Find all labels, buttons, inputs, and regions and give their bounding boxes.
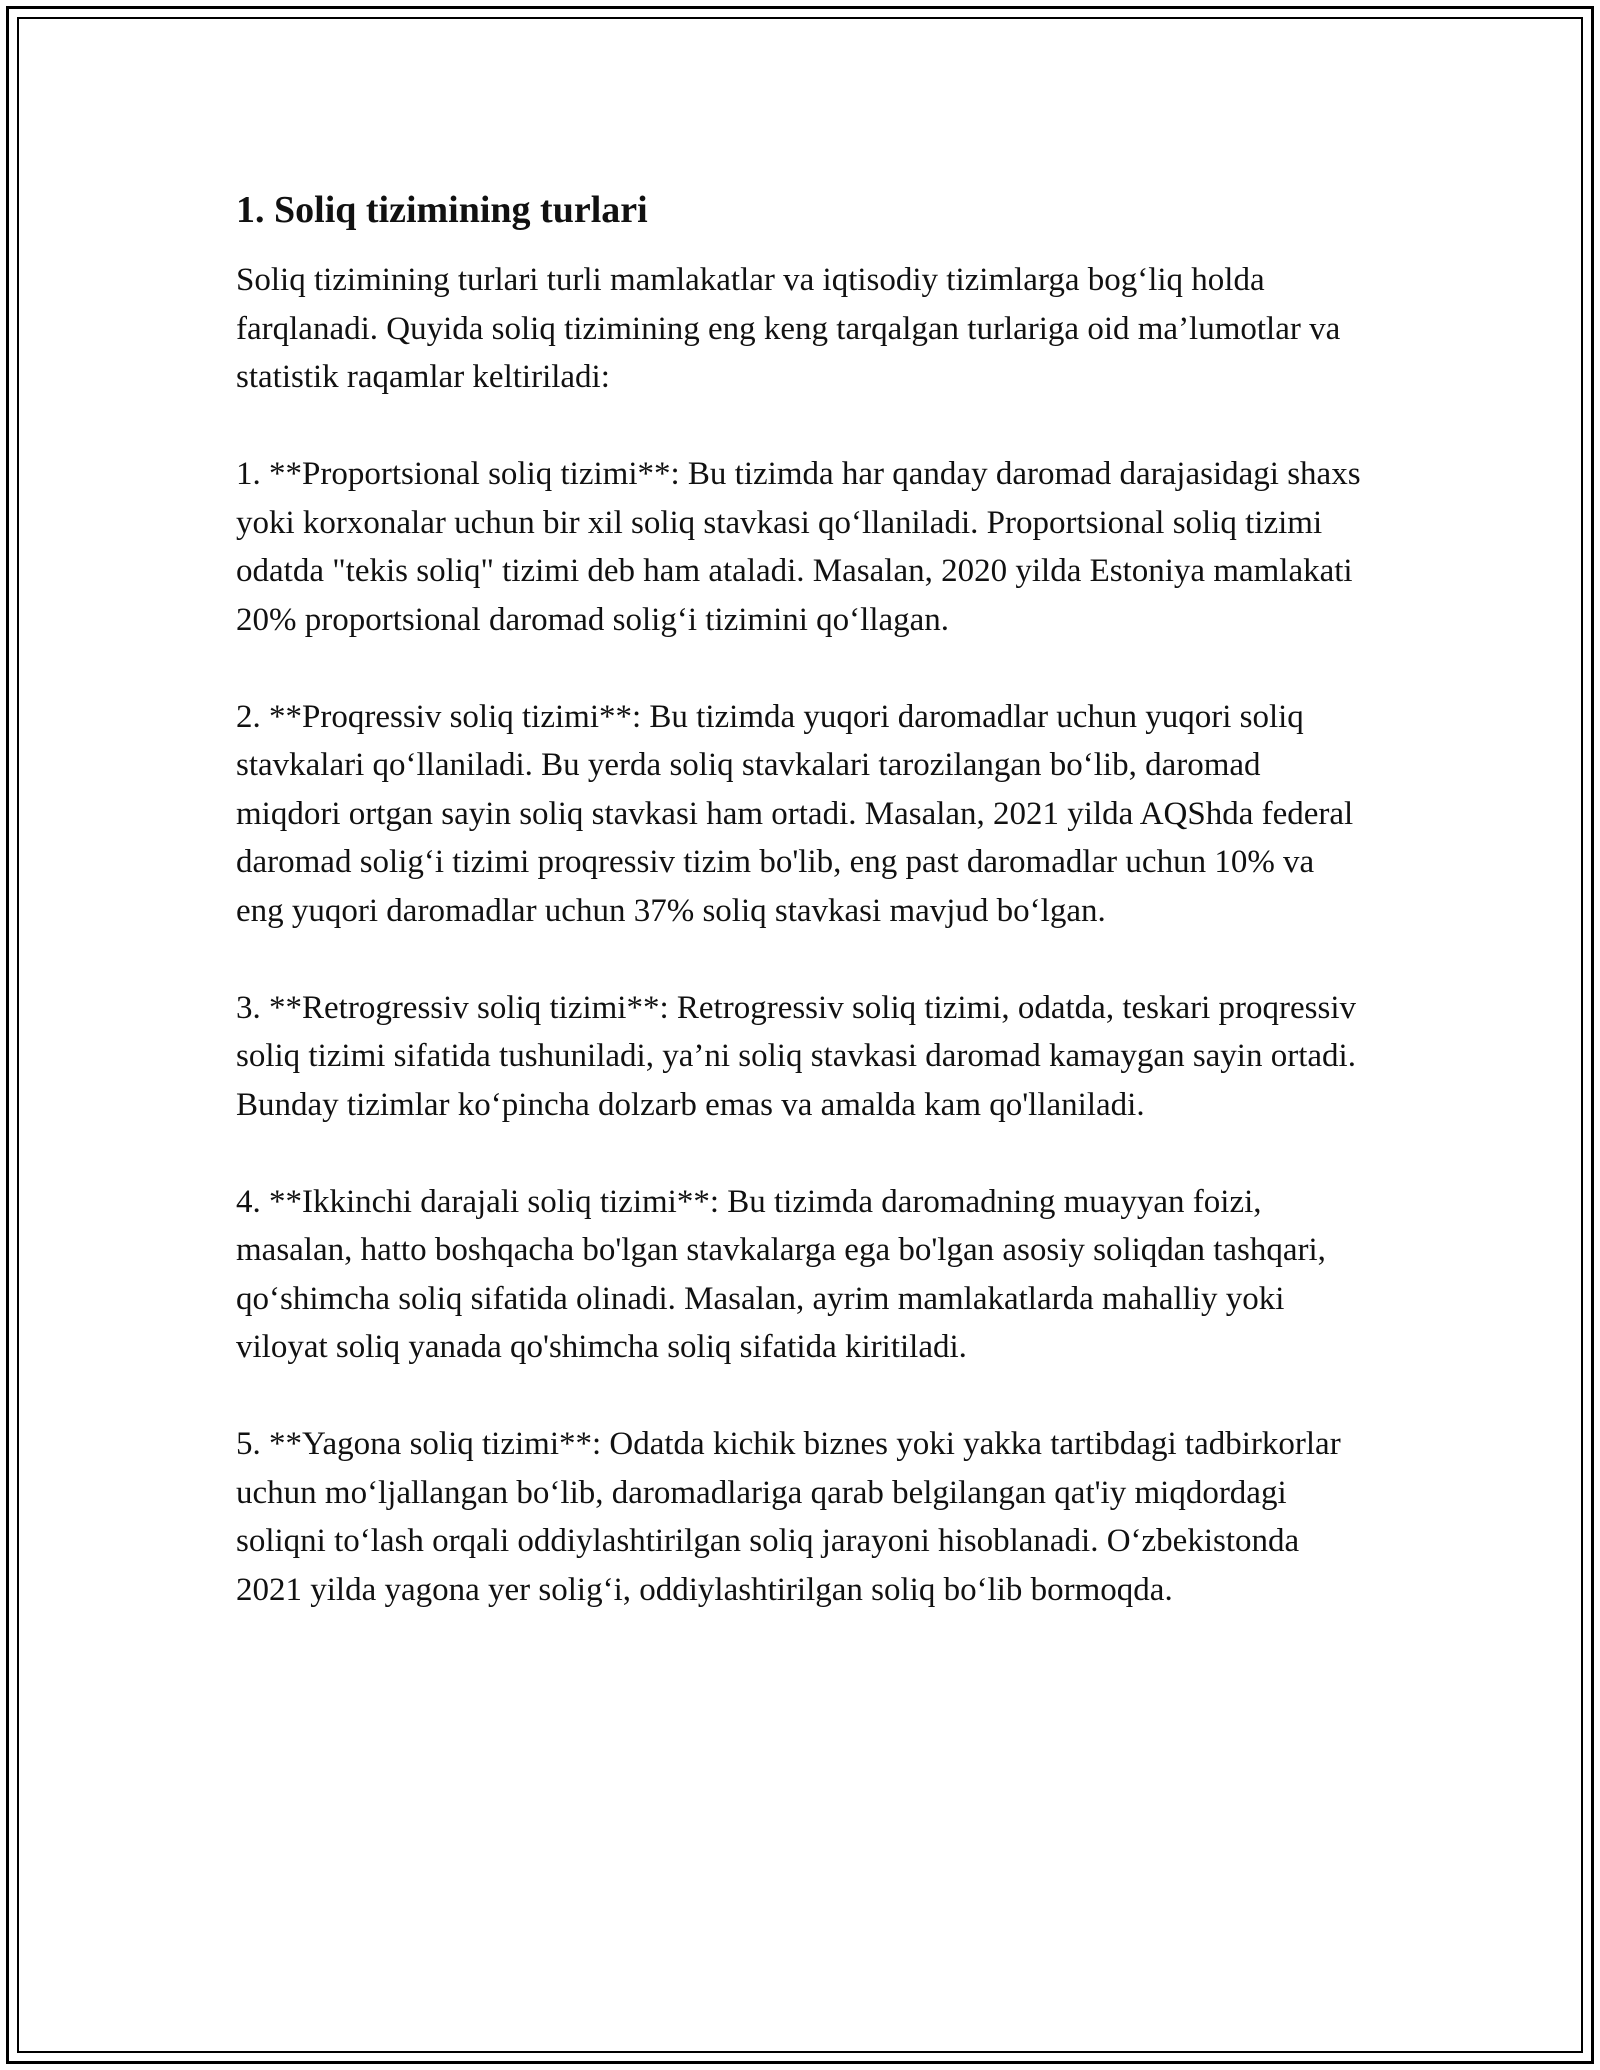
document-body — [236, 186, 1366, 1663]
intro-paragraph: Soliq tizimining turlari turli mamlakatlar va iqtisodiy tizimlarga bog‘liq holda farqlanadi. Quyida soliq tizimining eng keng tarqalgan turlariga oid ma’lumotlar va statistik raqamlar keltiriladi: — [236, 262, 1341, 395]
section-heading: 1. Soliq tizimining turlari — [236, 189, 648, 231]
paragraph-regressive-tax: 3. **Retrogressiv soliq tizimi**: Retrogressiv soliq tizimi, odatda, teskari proqressiv soliq tizimi sifatida tushuniladi, ya’ni soliq stavkasi daromad kamaygan sayin ortadi. Bunday tizimlar ko‘pincha dolzarb emas va amalda kam qo'llaniladi. — [236, 989, 1357, 1123]
paragraph-secondary-tax: 4. **Ikkinchi darajali soliq tizimi**: Bu tizimda daromadning muayyan foizi, masalan, hatto boshqacha bo'lgan stavkalarga ega bo'lgan asosiy soliqdan tashqari, qo‘shimcha soliq sifatida olinadi. Masalan, ayrim mamlakatlarda mahalliy yoki viloyat soliq yanada qo'shimcha soliq sifatida kiritiladi. — [236, 1183, 1326, 1365]
paragraph-single-tax: 5. **Yagona soliq tizimi**: Odatda kichik biznes yoki yakka tartibdagi tadbirkorlar uchun mo‘ljallangan bo‘lib, daromadlariga qarab belgilangan qat'iy miqdordagi soliqni to‘lash orqali oddiylashtirilgan soliq jarayoni hisoblanadi. O‘zbekistonda 2021 yilda yagona yer solig‘i, oddiylashtirilgan soliq bo‘lib bormoqda. — [236, 1426, 1341, 1608]
paragraph-progressive-tax: 2. **Proqressiv soliq tizimi**: Bu tizimda yuqori daromadlar uchun yuqori soliq stavkalari qo‘llaniladi. Bu yerda soliq stavkalari tarozilangan bo‘lib, daromad miqdori ortgan sayin soliq stavkasi ham ortadi. Masalan, 2021 yilda AQShda federal daromad solig‘i tizimi proqressiv tizim bo'lib, eng past daromadlar uchun 10% va eng yuqori daromadlar uchun 37% soliq stavkasi mavjud bo‘lgan. — [236, 698, 1354, 929]
paragraph-proportional-tax: 1. **Proportsional soliq tizimi**: Bu tizimda har qanday daromad darajasidagi shaxs yoki korxonalar uchun bir xil soliq stavkasi qo‘llaniladi. Proportsional soliq tizimi odatda "tekis soliq" tizimi deb ham ataladi. Masalan, 2020 yilda Estoniya mamlakati 20% proportsional daromad solig‘i tizimini qo‘llagan. — [236, 456, 1361, 638]
